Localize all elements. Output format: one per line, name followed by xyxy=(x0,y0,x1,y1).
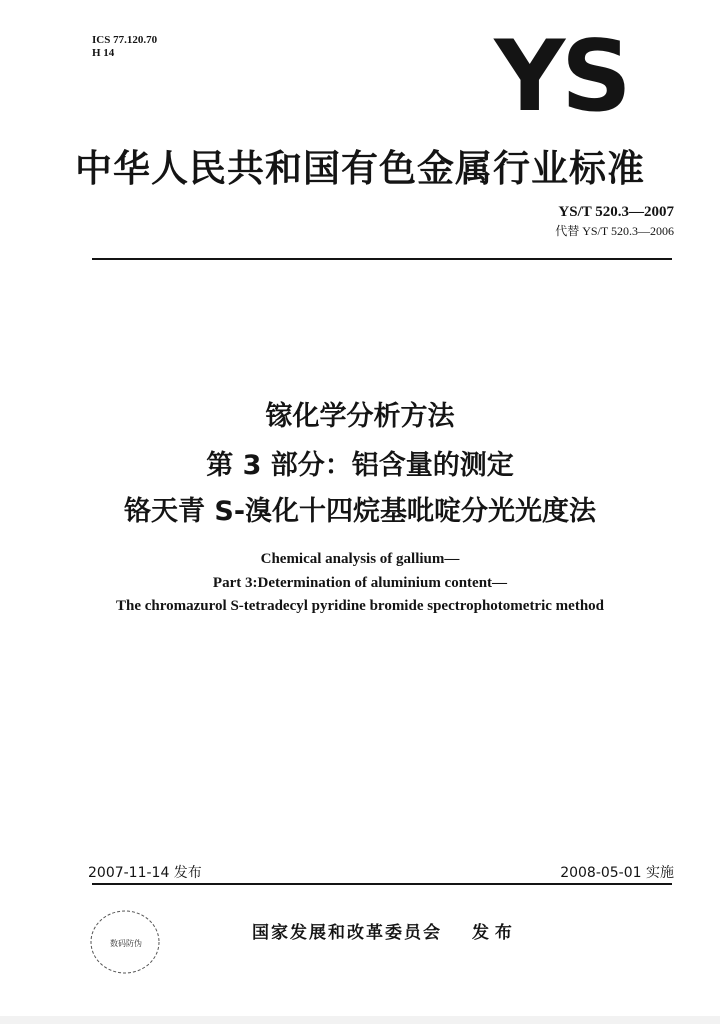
page-bottom-edge xyxy=(0,1016,720,1024)
standard-number: YS/T 520.3—2007 xyxy=(558,204,674,220)
chinese-title-line-3: 铬天青 S-溴化十四烷基吡啶分光光度法 xyxy=(123,496,597,527)
chinese-title-line-2: 第 3 部分：铝含量的测定 xyxy=(206,450,514,481)
bottom-divider xyxy=(92,883,672,885)
organization-title: 中华人民共和国有色金属行业标准 xyxy=(75,147,645,190)
classification-codes xyxy=(92,34,157,60)
issuing-authority: 国家发展和改革委员会 xyxy=(252,923,442,943)
publish-label: 发 布 xyxy=(472,923,512,943)
english-title-line-3: The chromazurol S-tetradecyl pyridine bromide spectrophotometric method xyxy=(116,598,604,614)
ics-code: ICS 77.120.70 xyxy=(92,34,158,46)
english-title-line-1: Chemical analysis of gallium— xyxy=(260,551,460,567)
issue-date: 2007-11-14 发布 xyxy=(88,865,202,881)
ys-logo xyxy=(486,30,636,120)
logo-text: YS xyxy=(494,30,628,120)
implementation-date: 2008-05-01 实施 xyxy=(560,865,674,881)
replaces-standard: 代替 YS/T 520.3—2006 xyxy=(555,224,674,238)
chinese-title-line-1: 镓化学分析方法 xyxy=(265,401,455,432)
english-title-line-2: Part 3:Determination of aluminium content— xyxy=(212,575,508,591)
anti-counterfeit-stamp xyxy=(86,906,164,978)
stamp-text: 数码防伪 xyxy=(110,939,142,948)
top-divider xyxy=(92,258,672,260)
ccs-code: H 14 xyxy=(92,47,115,59)
